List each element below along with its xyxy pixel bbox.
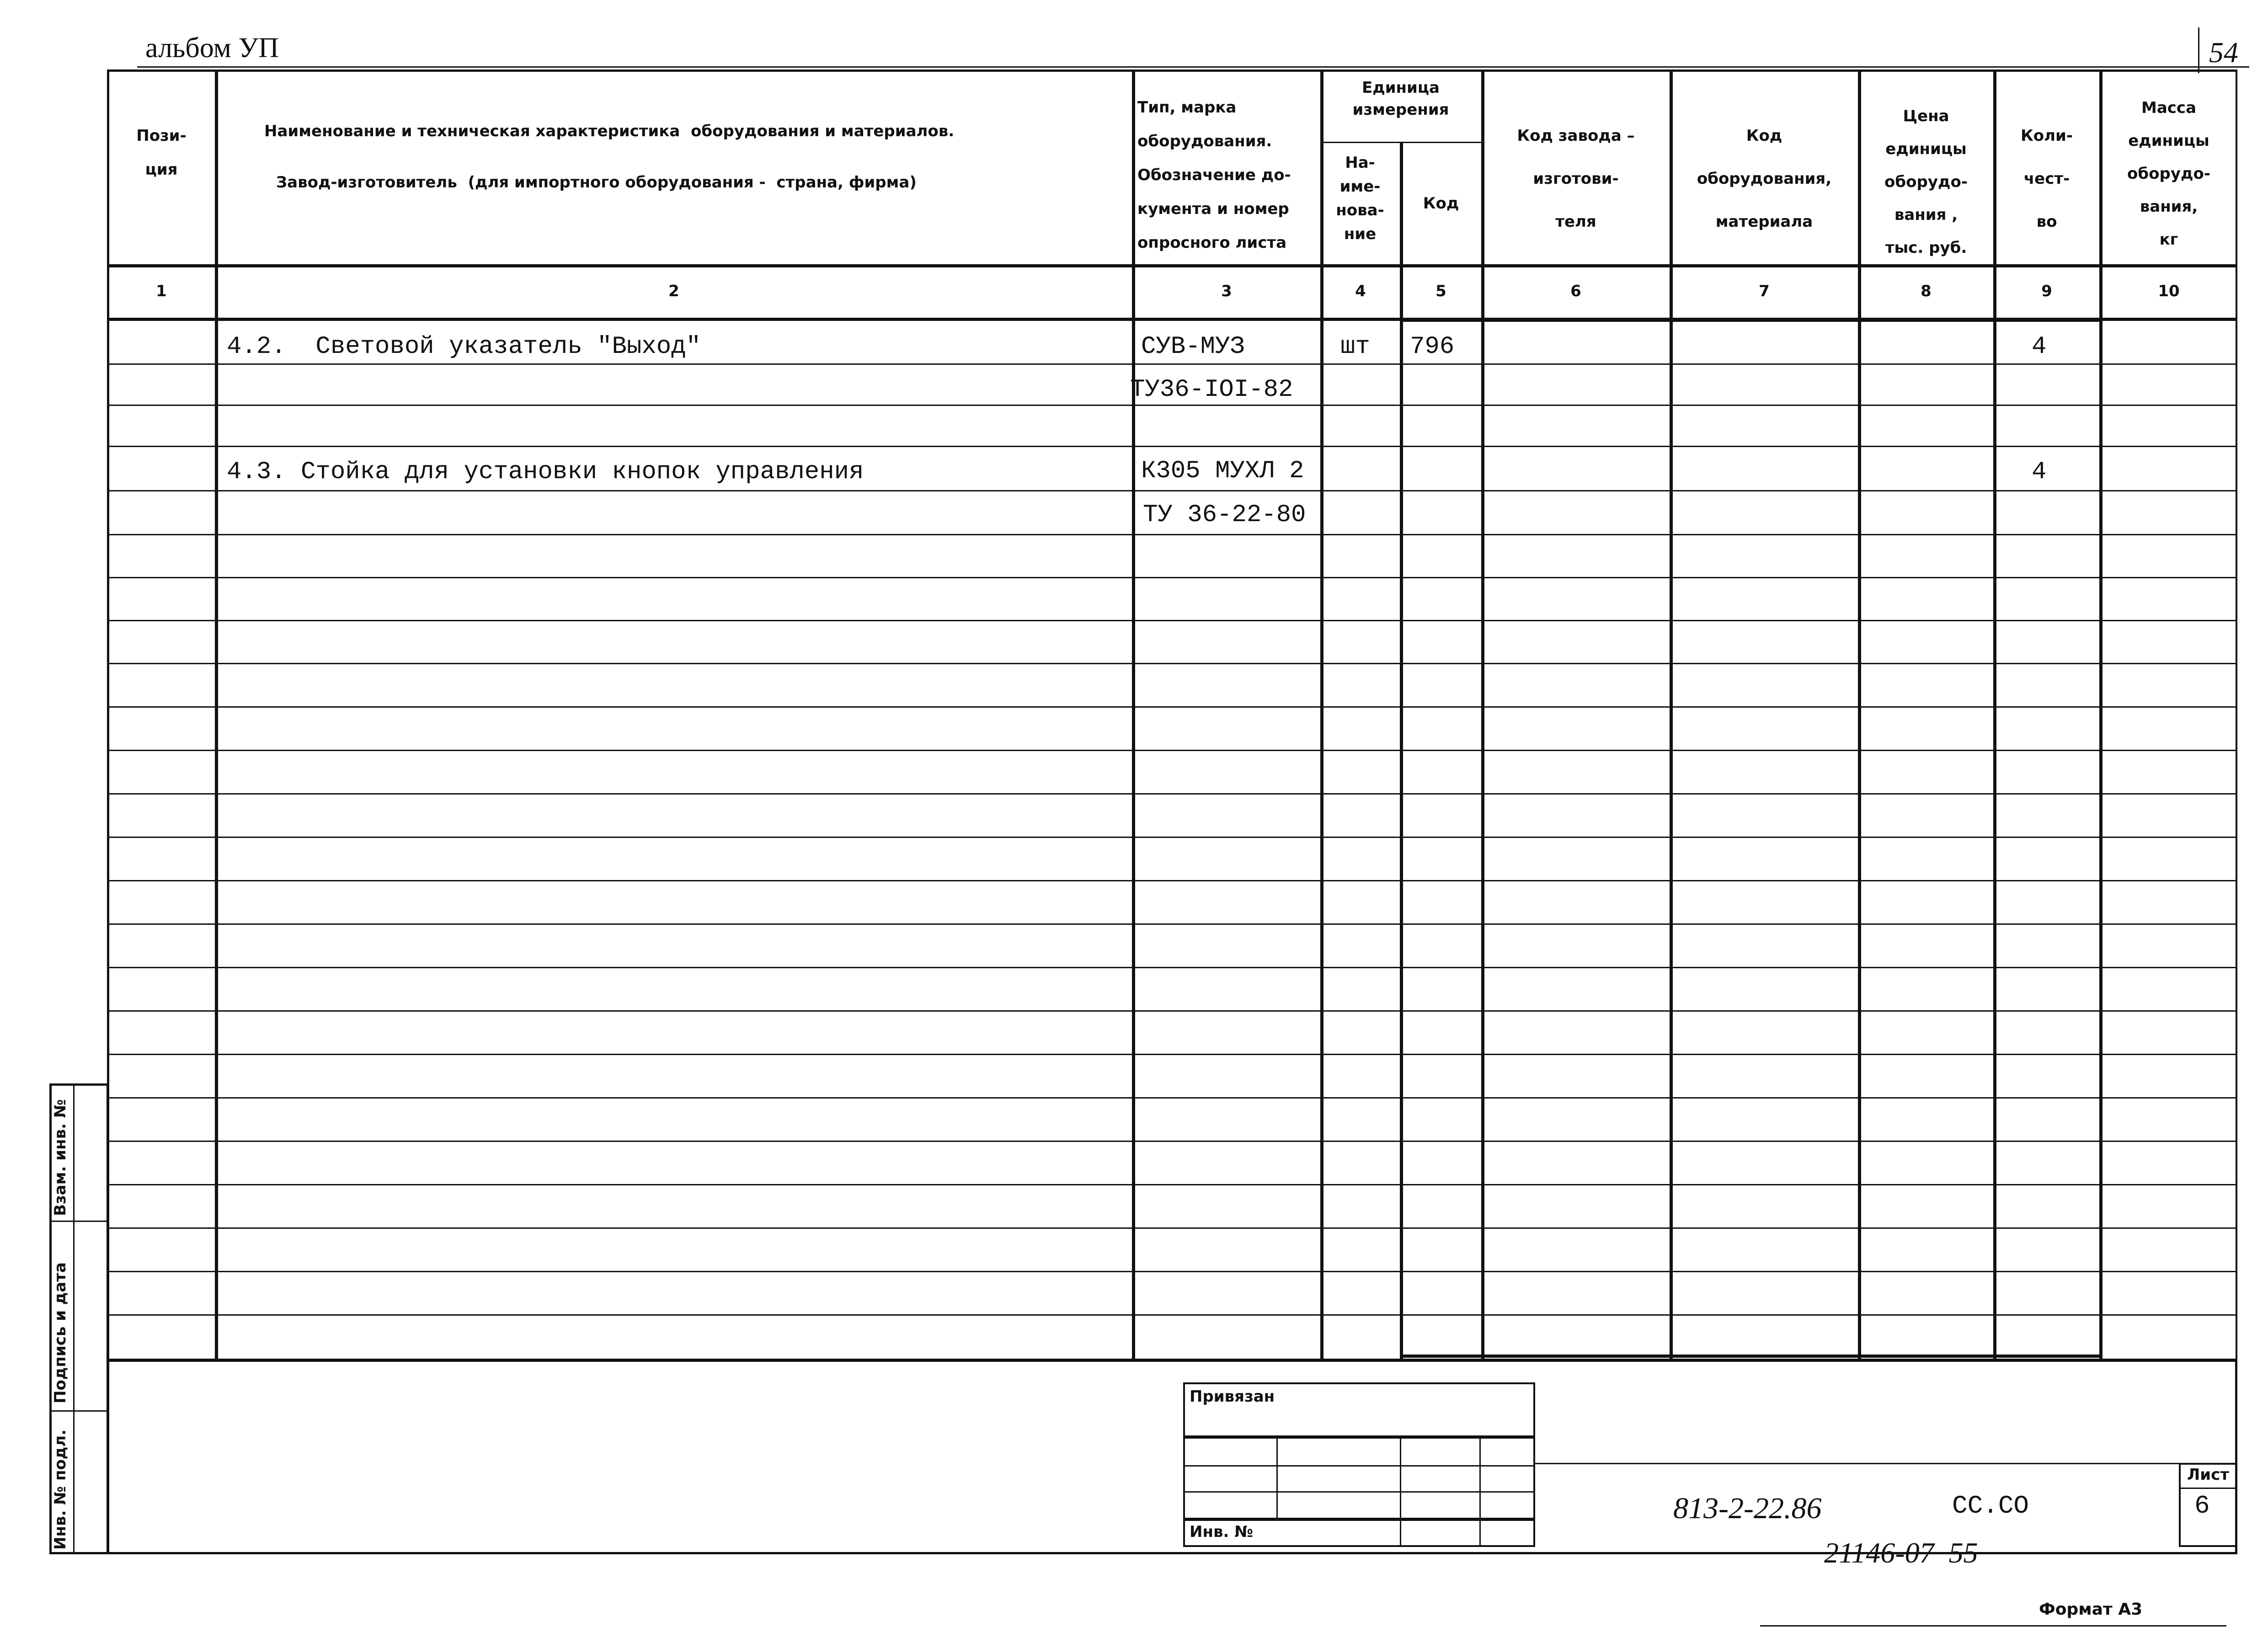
row-line (107, 837, 2237, 838)
header-name-line2: Завод-изготовитель (для импортного оборудования - страна, фирма) (276, 173, 917, 192)
side-stamp-sep-2 (49, 1410, 109, 1412)
header-type: Тип, марка оборудования. Обозначение до- кумента и номер опросного листа (1137, 98, 1291, 252)
row-1-code: 796 (1410, 333, 1455, 361)
colnum-5: 5 (1436, 282, 1446, 300)
col-line-2-3 (1132, 69, 1135, 1361)
colnum-3: 3 (1221, 282, 1232, 300)
colnum-8: 8 (1921, 282, 1932, 300)
colnum-1: 1 (156, 282, 167, 300)
unit-subheader-line (1320, 142, 1481, 143)
privyazan-line (1183, 1491, 1535, 1493)
row-line (107, 1227, 2237, 1229)
row-2-type: ТУ36-IOI-82 (1130, 376, 1293, 404)
privyazan-vline (1400, 1435, 1401, 1547)
row-line (107, 620, 2237, 621)
privyazan-vline (1276, 1435, 1278, 1518)
album-underline (137, 66, 2249, 68)
data-block-frame (1400, 320, 2103, 1358)
doc-code-suffix: СС.СО (1952, 1491, 2029, 1520)
page-number-handwritten: 54 (2209, 36, 2238, 69)
row-4-qty: 4 (2032, 458, 2047, 486)
header-unit: Единица измерения (1352, 79, 1449, 119)
row-line (107, 793, 2237, 795)
colnum-9: 9 (2041, 282, 2052, 300)
colnum-4: 4 (1355, 282, 1366, 300)
side-label-inv-podl: Инв. № подл. (51, 1429, 69, 1550)
col-line-1-2 (215, 69, 218, 1361)
row-line (107, 967, 2237, 968)
sheet-number: 6 (2194, 1491, 2210, 1520)
row-line (107, 706, 2237, 708)
row-line (107, 663, 2237, 664)
row-line (107, 1010, 2237, 1012)
colnum-7: 7 (1759, 282, 1770, 300)
header-unit-mass: Масса единицы оборудо- вания, кг (2127, 99, 2210, 249)
col-line-3-4 (1320, 69, 1323, 1361)
header-bottom-line (107, 264, 2237, 267)
privyazan-label: Привязан (1190, 1387, 1275, 1406)
row-line (107, 577, 2237, 578)
row-1-name-underline (227, 363, 684, 364)
privyazan-vline (1479, 1435, 1481, 1547)
format-label: Формат А3 (2039, 1600, 2143, 1619)
row-line (107, 923, 2237, 925)
page-number-divider (2198, 27, 2199, 73)
header-unit-name: На- име- нова- ние (1336, 154, 1384, 243)
row-4-name: 4.3. Стойка для установки кнопок управления (227, 458, 864, 486)
row-1-unit: шт (1340, 333, 1370, 361)
doc-code-handwritten: 813-2-22.86 (1673, 1492, 1822, 1525)
inv-no-label: Инв. № (1190, 1523, 1254, 1541)
row-1-type: СУВ-МУЗ (1141, 333, 1245, 361)
colnum-2: 2 (668, 282, 679, 300)
row-line (107, 446, 2237, 447)
sheet-label: Лист (2187, 1466, 2229, 1484)
privyazan-line (1183, 1465, 1535, 1467)
header-factory-code: Код завода – изготови- теля (1517, 127, 1635, 231)
row-line (107, 750, 2237, 751)
row-line (107, 1184, 2237, 1185)
header-position: Пози- ция (136, 127, 187, 179)
privyazan-line (1183, 1435, 1535, 1439)
row-line (107, 1314, 2237, 1316)
side-label-podpis: Подпись и дата (51, 1262, 69, 1403)
title-block-frame (107, 1359, 2237, 1554)
header-equipment-code: Код оборудования, материала (1697, 127, 1832, 231)
header-quantity: Коли- чест- во (2021, 127, 2073, 231)
header-unit-code: Код (1423, 194, 1459, 213)
row-1-name: 4.2. Световой указатель "Выход" (227, 333, 701, 361)
row-line (107, 1054, 2237, 1055)
row-line (107, 490, 2237, 491)
header-name-line1: Наименование и техническая характеристика оборудования и материалов. (264, 122, 955, 140)
side-label-vzam: Взам. инв. № (51, 1099, 69, 1216)
row-line (107, 534, 2237, 535)
row-line (107, 405, 2237, 406)
colnum-6: 6 (1570, 282, 1581, 300)
album-label: альбом УП (145, 32, 279, 64)
row-line (107, 1141, 2237, 1142)
bottom-handwritten-number: 21146-07 55 (1824, 1536, 1978, 1569)
header-unit-price: Цена единицы оборудо- вания , тыс. руб. (1884, 107, 1968, 257)
row-4-type: К305 МУХЛ 2 (1141, 457, 1304, 485)
colnum-10: 10 (2158, 282, 2180, 300)
row-line (107, 880, 2237, 881)
row-5-type: ТУ 36-22-80 (1143, 501, 1306, 529)
row-line (107, 1271, 2237, 1272)
doc-code-top-line (1535, 1463, 2180, 1464)
format-line (1760, 1625, 2226, 1627)
row-1-qty: 4 (2032, 333, 2047, 361)
side-stamp-sep-1 (49, 1221, 109, 1222)
row-line (107, 1097, 2237, 1099)
side-stamp-divider (73, 1083, 75, 1554)
